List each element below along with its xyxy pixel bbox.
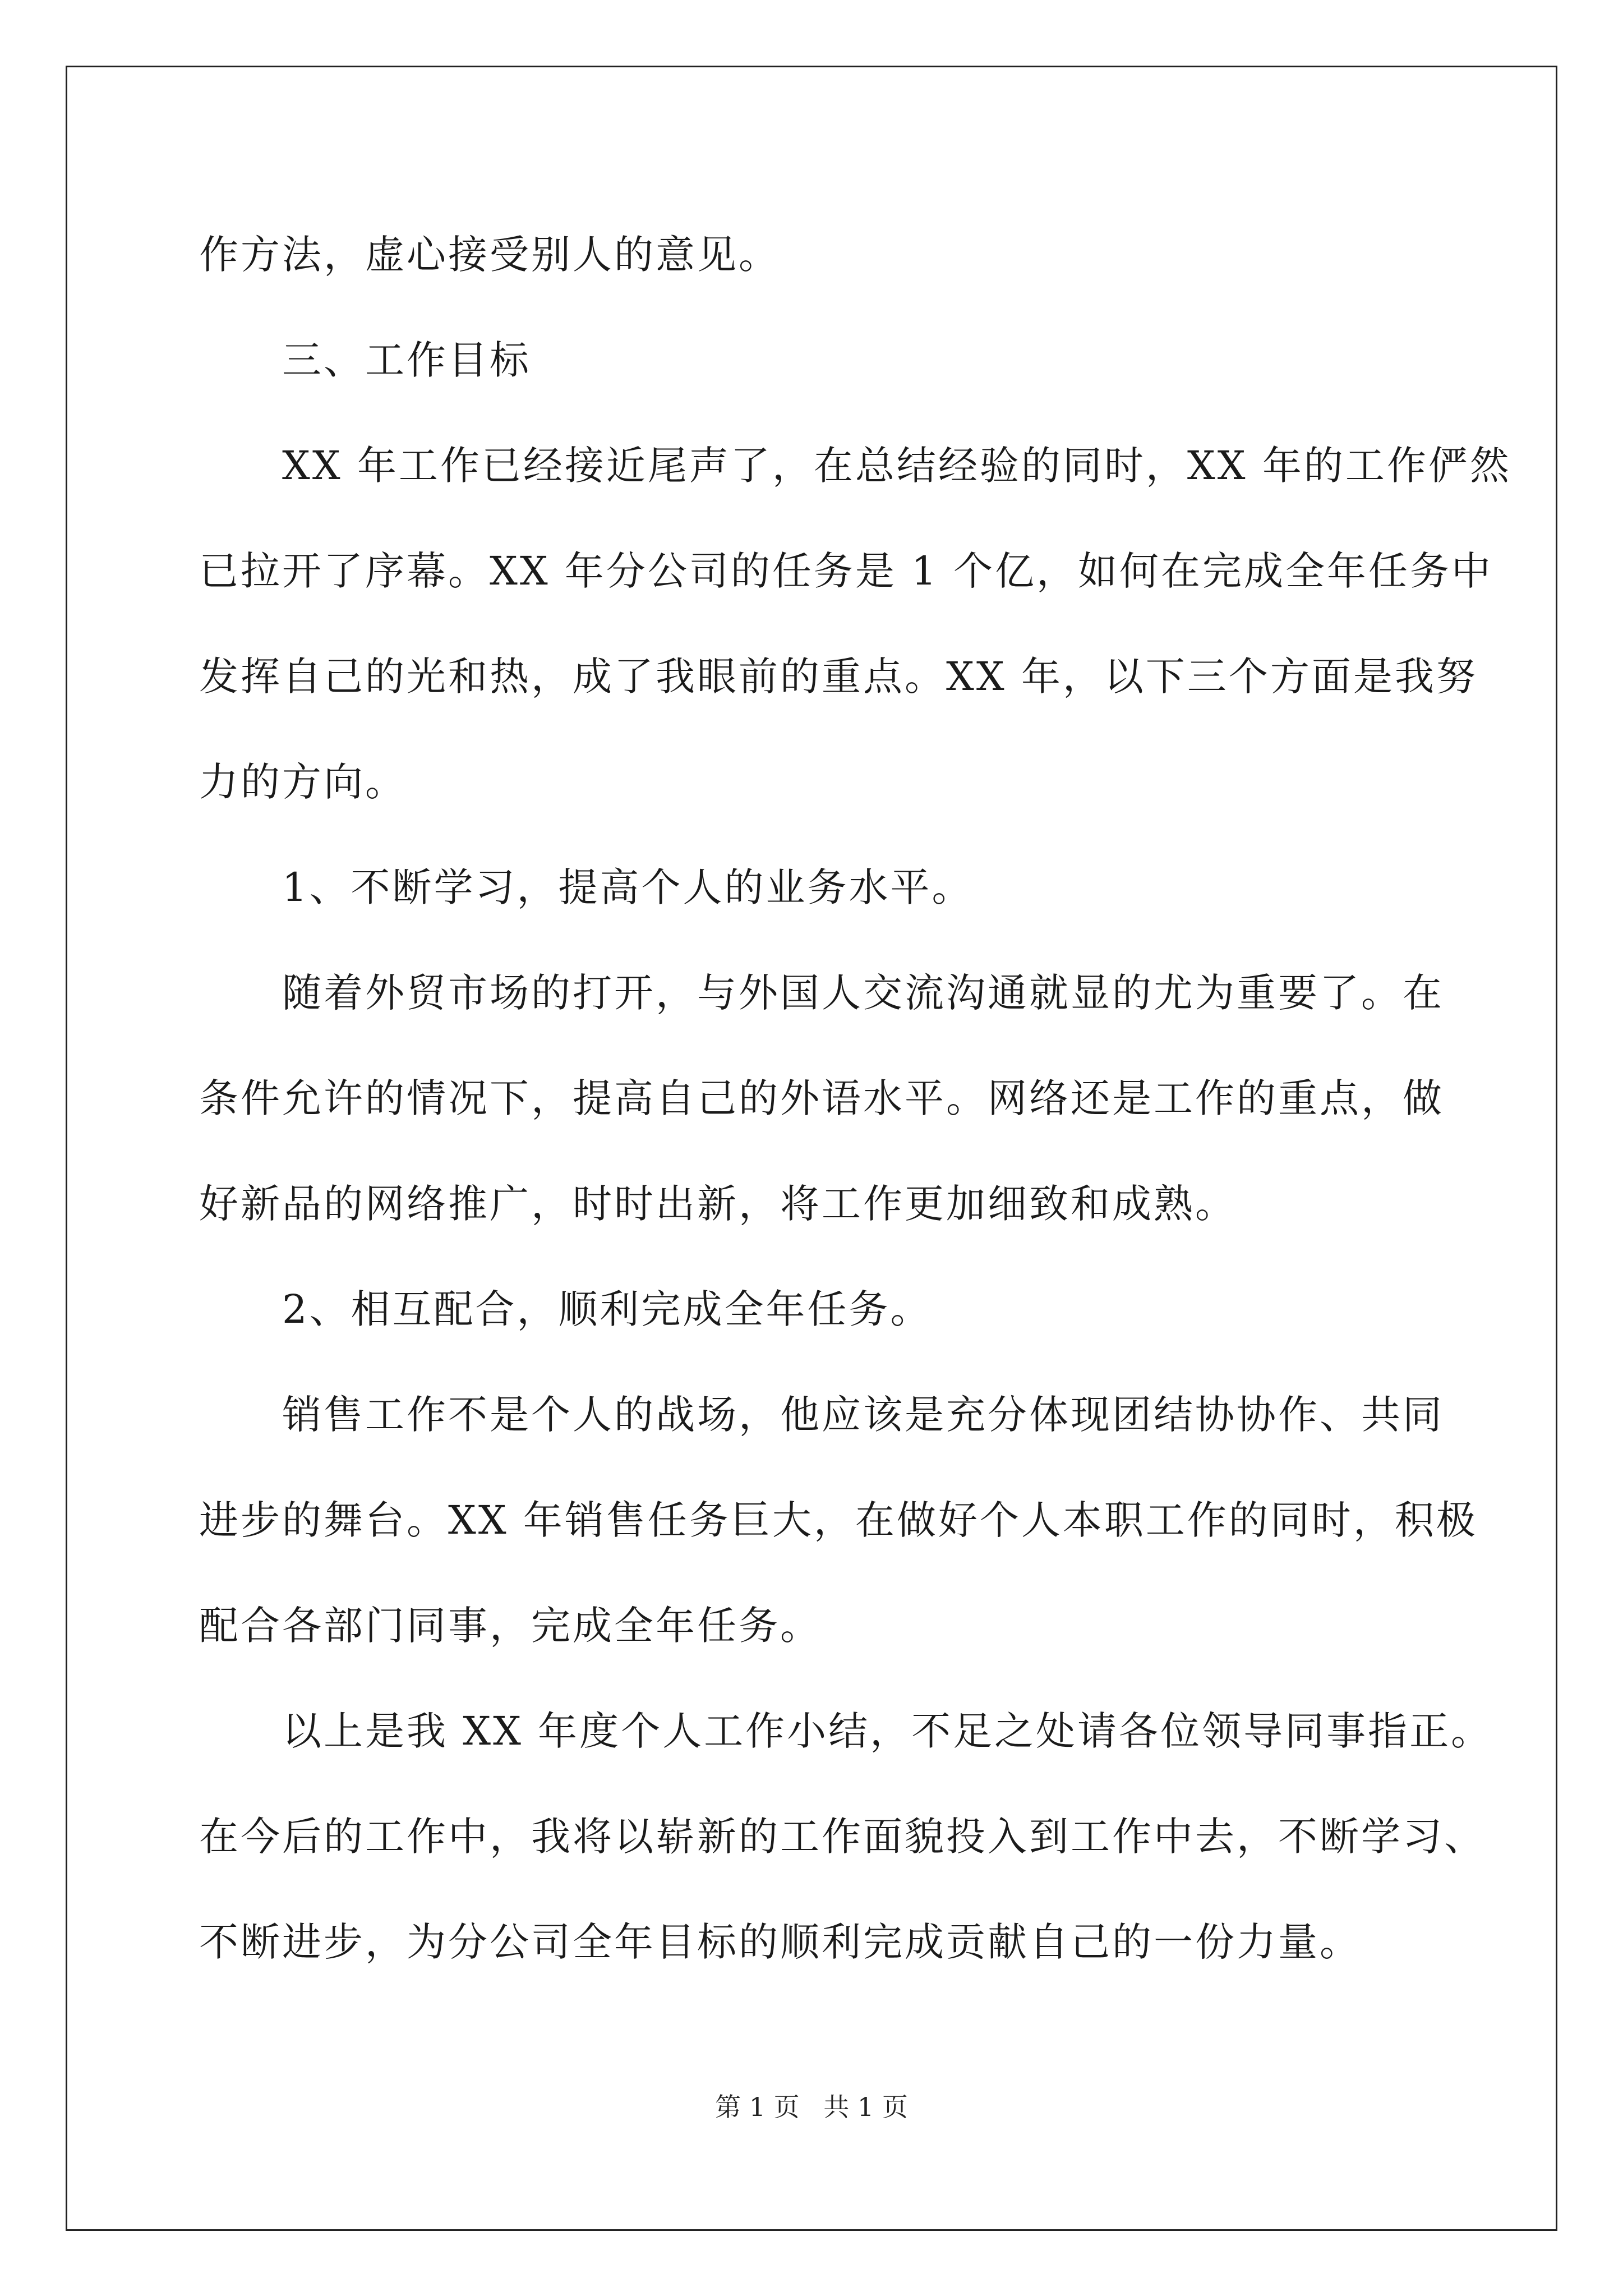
text-line: 不断进步，为分公司全年目标的顺利完成贡献自己的一份力量。 bbox=[199, 1919, 1361, 1965]
text-line: 作方法，虚心接受别人的意见。 bbox=[199, 232, 780, 278]
text-line: 随着外贸市场的打开，与外国人交流沟通就显的尤为重要了。在 bbox=[282, 970, 1444, 1016]
page-footer bbox=[0, 2087, 1623, 2124]
text-line: 配合各部门同事，完成全年任务。 bbox=[199, 1603, 822, 1649]
page-total: 共 1 页 bbox=[823, 2092, 908, 2122]
section-heading: 三、工作目标 bbox=[282, 337, 531, 383]
text-line: XX 年工作已经接近尾声了，在总结经验的同时，XX 年的工作俨然 bbox=[282, 443, 1511, 489]
text-line: 进步的舞台。XX 年销售任务巨大，在做好个人本职工作的同时，积极 bbox=[199, 1497, 1478, 1543]
text-line: 条件允许的情况下，提高自己的外语水平。网络还是工作的重点，做 bbox=[199, 1075, 1444, 1121]
text-line: 在今后的工作中，我将以崭新的工作面貌投入到工作中去，不断学习、 bbox=[199, 1814, 1486, 1860]
document-body bbox=[199, 202, 1511, 1995]
body-text bbox=[199, 202, 1511, 1995]
text-line: 销售工作不是个人的战场，他应该是充分体现团结协协作、共同 bbox=[282, 1392, 1444, 1438]
text-line: 以上是我 XX 年度个人工作小结，不足之处请各位领导同事指正。 bbox=[282, 1708, 1493, 1754]
text-line: 力的方向。 bbox=[199, 759, 407, 805]
subheading: 2、相互配合，顺利完成全年任务。 bbox=[282, 1286, 932, 1332]
subheading: 1、不断学习，提高个人的业务水平。 bbox=[282, 864, 974, 910]
text-line: 好新品的网络推广，时时出新，将工作更加细致和成熟。 bbox=[199, 1181, 1237, 1227]
text-line: 发挥自己的光和热，成了我眼前的重点。XX 年，以下三个方面是我努 bbox=[199, 654, 1478, 700]
page-number: 第 1 页 bbox=[715, 2092, 800, 2122]
text-line: 已拉开了序幕。XX 年分公司的任务是 1 个亿，如何在完成全年任务中 bbox=[199, 548, 1493, 594]
